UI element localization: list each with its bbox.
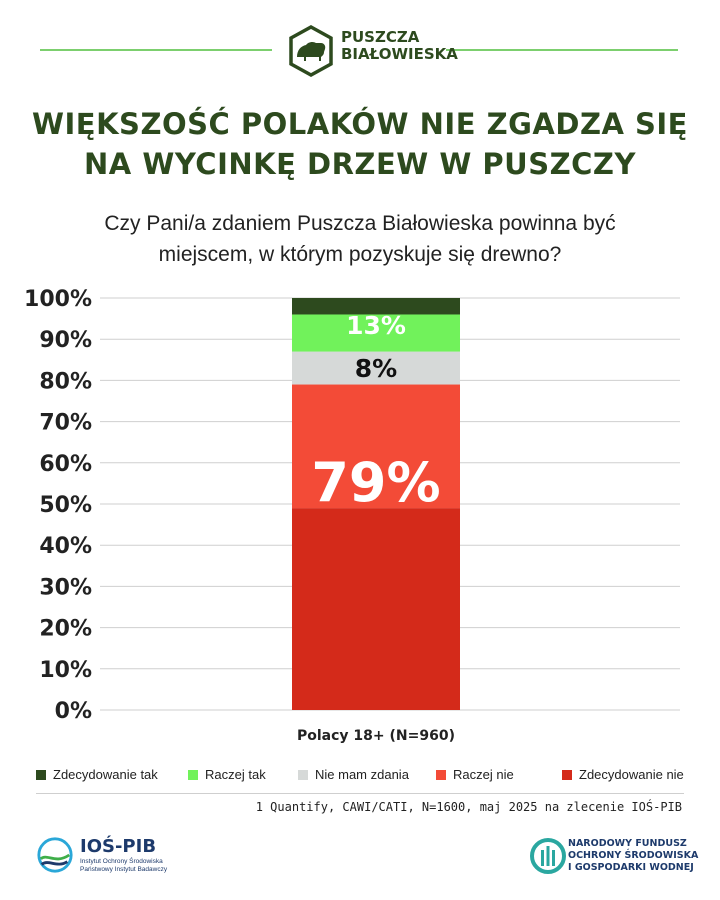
- y-tick-label: 40%: [39, 534, 92, 560]
- data-label: 79%: [311, 450, 441, 514]
- nfosigw-name: [568, 838, 698, 874]
- y-tick-label: 100%: [24, 287, 92, 312]
- title-line-1: WIĘKSZOŚĆ POLAKÓW NIE ZGADZA SIĘ: [32, 107, 688, 141]
- legend-label: Zdecydowanie nie: [579, 767, 684, 782]
- legend-label: Nie mam zdania: [315, 767, 409, 782]
- ios-pib-subtitle: [80, 858, 167, 874]
- brand-name: [341, 29, 458, 63]
- ios-sub-line-1: Instytut Ochrony Środowiska: [80, 858, 163, 865]
- y-tick-label: 20%: [39, 616, 92, 642]
- legend-label: Raczej nie: [453, 767, 514, 782]
- legend-swatch: [562, 770, 572, 780]
- y-tick-label: 90%: [39, 328, 92, 354]
- legend-item-nie-mam-zdania: [298, 767, 409, 782]
- data-label: 8%: [354, 354, 398, 384]
- question-line-1: Czy Pani/a zdaniem Puszcza Białowieska powinna być: [104, 212, 616, 235]
- header-line-left: [40, 49, 272, 51]
- chart-legend: [36, 767, 696, 785]
- nfos-line-1: NARODOWY FUNDUSZ: [568, 838, 687, 849]
- ios-sub-line-2: Państwowy Instytut Badawczy: [80, 866, 168, 873]
- brand-line-1: PUSZCZA: [341, 28, 420, 46]
- legend-swatch: [436, 770, 446, 780]
- ios-pib-title: IOŚ-PIB: [80, 836, 157, 857]
- header-line-right: [446, 49, 678, 51]
- survey-question: [0, 208, 720, 270]
- y-tick-label: 80%: [39, 369, 92, 395]
- bison-logo-icon: [284, 24, 338, 78]
- legend-item-zdecydowanie-tak: [36, 767, 158, 782]
- y-tick-label: 0%: [54, 699, 92, 724]
- y-tick-label: 60%: [39, 451, 92, 477]
- footer-divider: [36, 793, 684, 794]
- nfos-line-2: OCHRONY ŚRODOWISKA: [568, 850, 699, 861]
- x-category-label: Polacy 18+ (N=960): [297, 728, 455, 744]
- y-tick-label: 10%: [39, 657, 92, 683]
- title-line-2: NA WYCINKĘ DRZEW W PUSZCZY: [84, 147, 636, 181]
- question-line-2: miejscem, w którym pozyskuje się drewno?: [158, 243, 562, 266]
- legend-label: Raczej tak: [205, 767, 266, 782]
- data-label: 13%: [346, 310, 406, 340]
- y-tick-label: 30%: [39, 575, 92, 601]
- source-note: 1 Quantify, CAWI/CATI, N=1600, maj 2025 na zlecenie IOŚ-PIB: [255, 800, 682, 814]
- ios-pib-logo-icon: [36, 836, 74, 874]
- stacked-bar-chart: [0, 280, 720, 755]
- legend-swatch: [298, 770, 308, 780]
- y-tick-label: 70%: [39, 410, 92, 436]
- bar-segment-zdecydowanie-nie: [292, 508, 460, 710]
- brand-line-2: BIAŁOWIESKA: [341, 45, 458, 63]
- legend-item-zdecydowanie-nie: [562, 767, 684, 782]
- legend-item-raczej-nie: [436, 767, 514, 782]
- legend-swatch: [188, 770, 198, 780]
- legend-swatch: [36, 770, 46, 780]
- legend-label: Zdecydowanie tak: [53, 767, 158, 782]
- legend-item-raczej-tak: [188, 767, 266, 782]
- nfosigw-logo-icon: [528, 836, 568, 876]
- y-tick-label: 50%: [39, 493, 92, 518]
- nfos-line-3: I GOSPODARKI WODNEJ: [568, 862, 694, 873]
- page-title: [0, 104, 720, 184]
